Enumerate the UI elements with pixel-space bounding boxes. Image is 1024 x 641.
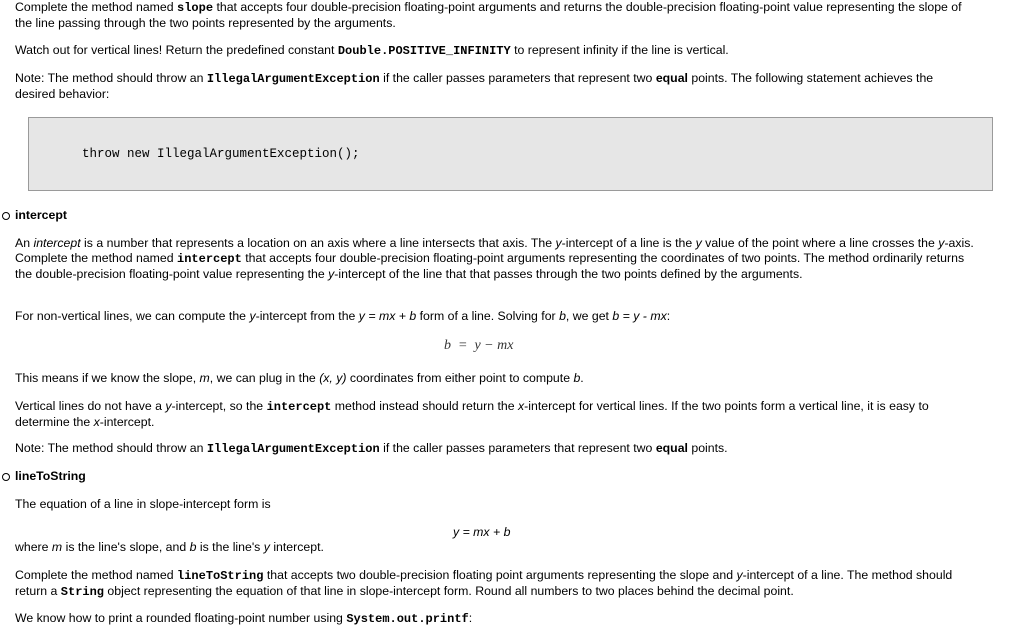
vertical-lines-note: Watch out for vertical lines! Return the predefined constant Double.POSITIVE_INFINITY to represent infinity if the line is vertical. [15,43,729,58]
code-illegal-argument: IllegalArgumentException [206,72,380,86]
slope-intercept-equation: y = mx + b [453,525,511,539]
code-slope: slope [177,1,214,15]
non-vertical-explanation: For non-vertical lines, we can compute the y-intercept from the y = mx + b form of a line. Solving for b, we get b = y - mx: [15,309,671,323]
code-string: String [60,585,105,599]
slope-description: Complete the method named slope that accepts four double-precision floating-point arguments and returns the double-precision floating-point value representing the slope of the line passing through the two points represented by the arguments. [15,0,962,30]
intercept-exception-note: Note: The method should throw an IllegalArgumentException if the caller passes parameters that represent two equal points. [15,441,728,456]
code-illegal-argument-2: IllegalArgumentException [206,442,380,456]
code-positive-infinity: Double.POSITIVE_INFINITY [337,44,511,58]
vertical-intercept-text: Vertical lines do not have a y-intercept, so the intercept method instead should return the x-intercept for vertical lines. If the two points form a vertical line, it is easy to determine the x-intercept. [15,399,929,429]
linetostring-description: Complete the method named lineToString that accepts two double-precision floating point arguments representing the slope and y-intercept of a line. The method should return a String object representing the equation of that line in slope-intercept form. Round all numbers to two places behind the decimal point. [15,568,953,599]
code-intercept: intercept [177,252,242,266]
code-printf: System.out.printf [346,612,469,626]
slope-exception-note: Note: The method should throw an IllegalArgumentException if the caller passes parameters that represent two equal points. The following statement achieves the desired behavior: [15,71,934,101]
bullet-icon [2,473,10,481]
slope-plug-in-text: This means if we know the slope, m, we can plug in the (x, y) coordinates from either point to compute b. [15,371,584,385]
code-linetostring: lineToString [177,569,264,583]
code-intercept-2: intercept [266,400,332,414]
printf-intro: We know how to print a rounded floating-point number using System.out.printf: [15,611,473,626]
slope-intercept-intro: The equation of a line in slope-intercept form is [15,497,271,511]
intercept-definition: An intercept is a number that represents a location on an axis where a line intersects that axis. The y-intercept of a line is the y value of the point where a line crosses the y-axis. Complete the method named intercept that accepts four double-precision floating-point arguments representing the coordinates of two points. The method ordinarily returns the double-precision floating-point value representing the y-intercept of the line that that passes through the two points defined by the arguments. [15,236,974,281]
equation-legend: where m is the line's slope, and b is the line's y intercept. [15,540,324,554]
code-line: throw new IllegalArgumentException(); [82,147,360,161]
code-block [28,117,993,191]
linetostring-heading: lineToString [15,469,86,483]
intercept-equation: b = y − mx [444,338,514,353]
bullet-icon [2,212,10,220]
intercept-heading: intercept [15,208,67,222]
